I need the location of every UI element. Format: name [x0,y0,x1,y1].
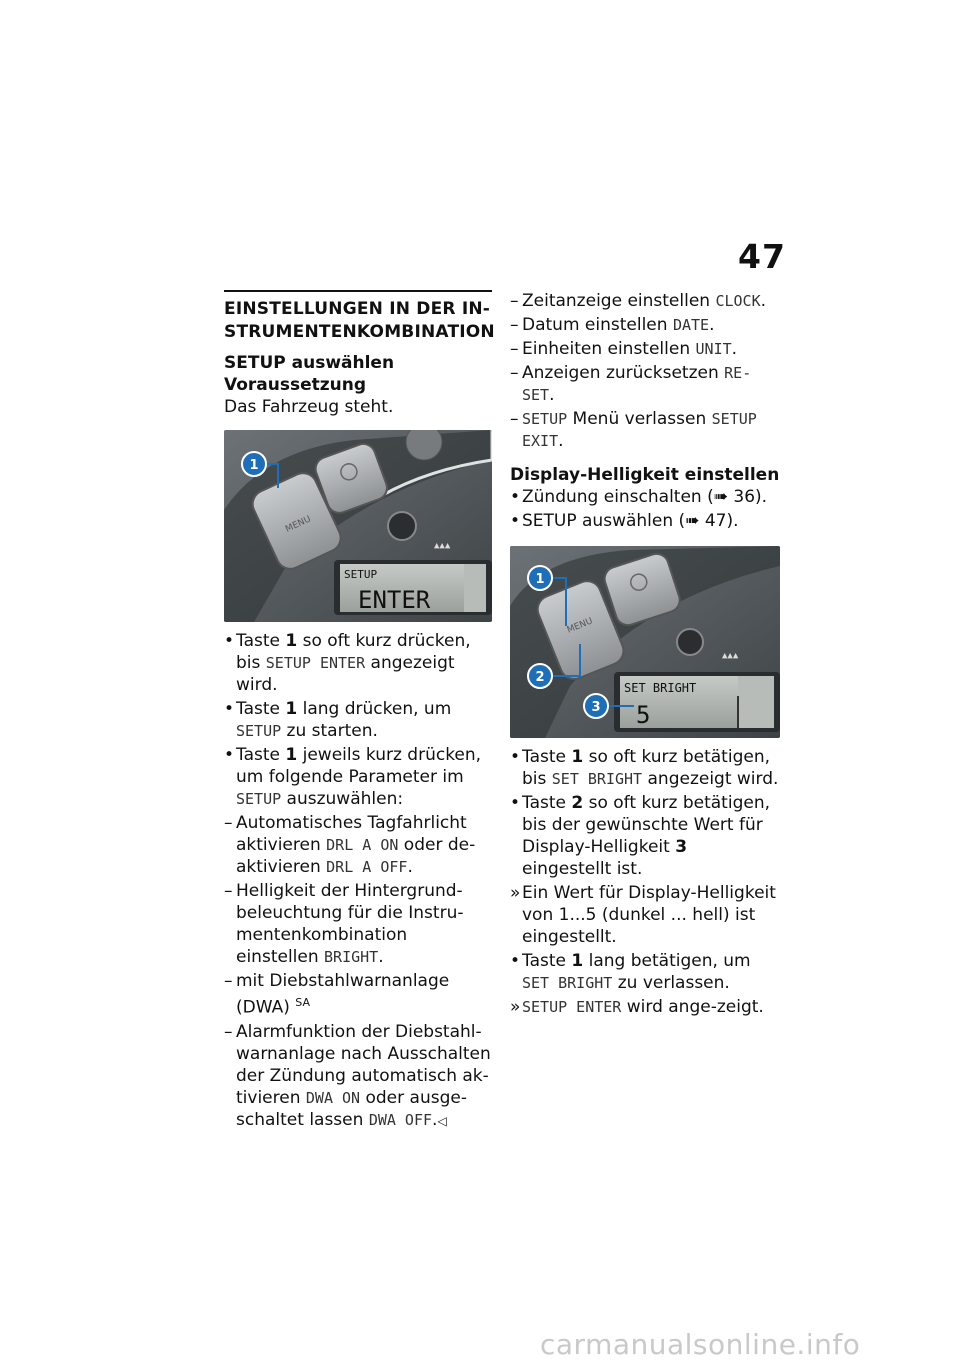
instrument-illustration [510,546,780,738]
callout-2-label: 2 [535,670,545,685]
prereq-heading: Voraussetzung [224,375,367,395]
menu-button-label: MENU [565,616,595,636]
result-item: » SETUP ENTER wird ange-zeigt. [510,997,764,1017]
step-item: • Taste 1 lang drücken, um SETUP zu starten. [224,699,452,741]
left-column [224,290,495,1134]
step-item: • Taste 2 so oft kurz betätigen, bis der gewünschte Wert für Display-Helligkeit 3 eingestellt ist. [510,793,771,879]
section-title [224,298,495,344]
lcd-line-1: SET BRIGHT [624,681,697,695]
dash-item: – Alarmfunktion der Diebstahl-warnanlage nach Ausschalten der Zündung automatisch ak-tivieren DWA ON oder ausge-schaltet lassen DWA OFF.◁ [224,1021,491,1130]
step-item: • Taste 1 jeweils kurz drücken, um folgende Parameter im SETUP auszuwählen: [224,745,482,809]
lcd-line-1: SETUP [344,568,378,581]
callout-1-label: 1 [249,458,259,473]
section-rule [224,290,492,292]
callout-3-label: 3 [591,700,601,715]
lcd-line-2: 5 [636,701,651,729]
result-item: » Ein Wert für Display-Helligkeit von 1...5 (dunkel ... hell) ist eingestellt. [510,883,776,947]
right-column [510,290,780,1020]
section-title-line-2: STRUMENTENKOMBINATION [224,322,495,342]
dash-item: – Datum einstellen DATE. [510,315,715,335]
figure-set-bright [510,546,780,738]
svg-text:▲▲▲: ▲▲▲ [434,541,451,551]
dash-item: – mit Diebstahlwarnanlage (DWA) $^{SA}$ [224,971,450,1018]
dash-item: – Automatisches Tagfahrlicht aktivieren DRL A ON oder de-aktivieren DRL A OFF. [224,813,476,877]
dash-item: – Anzeigen zurücksetzen RE-SET. [510,363,752,405]
instrument-illustration [224,430,492,622]
dash-item: – SETUP Menü verlassen SETUP EXIT. [510,409,757,451]
dash-item: – Zeitanzeige einstellen CLOCK. [510,291,767,311]
pre-step-item: • SETUP auswählen (➠ 47). [510,511,739,531]
lcd-line-2: ENTER [358,586,431,614]
prereq-text: Das Fahrzeug steht. [224,397,394,417]
svg-text:▲▲▲: ▲▲▲ [722,651,739,661]
subheading-setup: SETUP auswählen [224,353,395,373]
step-item: • Taste 1 so oft kurz betätigen, bis SET BRIGHT angezeigt wird. [510,747,779,789]
section-title-line-1: EINSTELLUNGEN IN DER IN- [224,299,491,319]
end-marker-icon: ◁ [437,1113,447,1128]
callout-1-label: 1 [535,572,545,587]
pre-step-item: • Zündung einschalten (➠ 36). [510,487,768,507]
subheading-brightness: Display-Helligkeit einstellen [510,465,780,485]
menu-button-label: MENU [284,514,313,535]
step-item: • Taste 1 lang betätigen, um SET BRIGHT zu verlassen. [510,951,751,993]
step-item: • Taste 1 so oft kurz drücken, bis SETUP ENTER angezeigt wird. [224,631,471,695]
figure-setup-enter [224,430,492,622]
dash-item: – Einheiten einstellen UNIT. [510,339,738,359]
page-number: 47 [738,237,786,276]
dash-item: – Helligkeit der Hintergrund-beleuchtung für die Instru-mentenkombination einstellen BRIGHT. [224,881,464,967]
watermark: carmanualsonline.info [540,1328,861,1361]
arrow-ref-icon: ➠ [685,511,700,531]
arrow-ref-icon: ➠ [713,487,728,507]
